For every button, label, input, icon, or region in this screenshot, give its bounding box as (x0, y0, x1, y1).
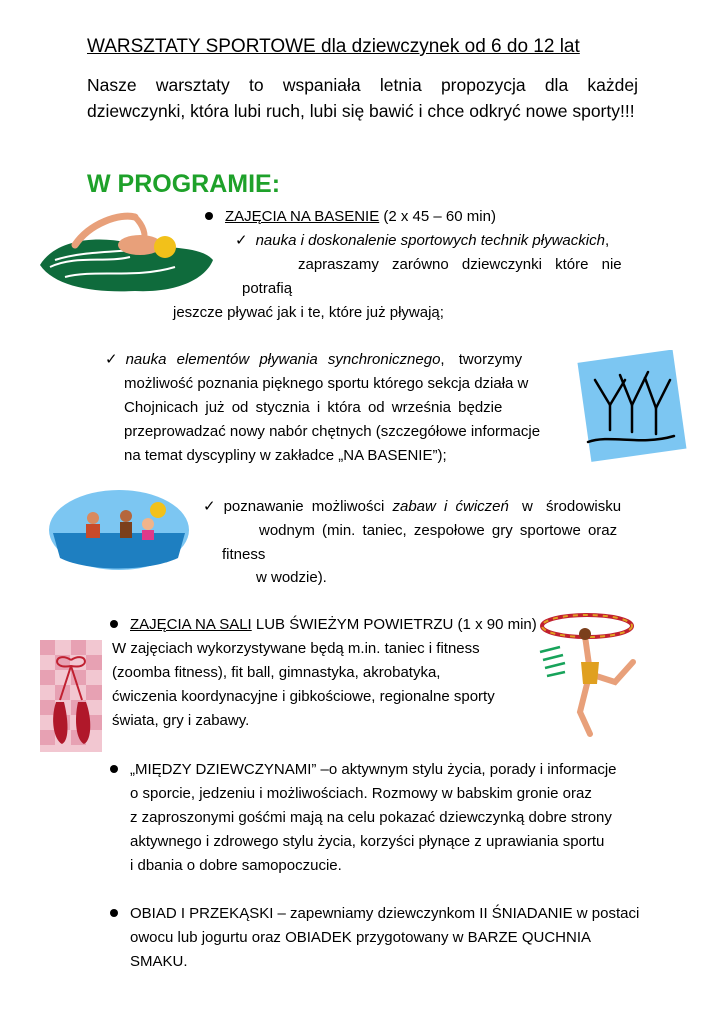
hall-line4: ćwiczenia koordynacyjne i gibkościowe, regionalne sporty (112, 688, 495, 705)
pool-bullet (205, 205, 496, 229)
hall-line2: W zajęciach wykorzystywane będą m.in. taniec i fitness (112, 640, 480, 657)
pool-item-2 (105, 348, 522, 372)
pool-label: ZAJĘCIA NA BASENIE (225, 208, 380, 225)
page-title: WARSZTATY SPORTOWE dla dziewczynek od 6 do 12 lat (87, 36, 580, 57)
intro-paragraph: Nasze warsztaty to wspaniała letnia propozycja dla każdej dziewczynki, która lubi ruch, lubi się bawić i chce odkryć nowe sporty!!! (87, 75, 638, 121)
bullet-icon (110, 765, 118, 773)
girls-line2: o sporcie, jedzeniu i możliwościach. Rozmowy w babskim gronie oraz (130, 785, 592, 802)
bullet-icon (110, 620, 118, 628)
pool-item3-b: w środowisku (508, 498, 622, 515)
girls-line5: i dbania o dobre samopoczucie. (130, 857, 342, 874)
check-icon: ✓ (203, 498, 216, 515)
lunch-bullet (110, 902, 639, 926)
pool-item3-a: poznawanie możliwości (223, 498, 393, 515)
pool-item3-line3: fitness (222, 546, 266, 563)
pool-item1-line4: jeszcze pływać jak i te, które już pływają; (173, 304, 444, 321)
lunch-line1: OBIAD I PRZEKĄSKI – zapewniamy dziewczynkom II ŚNIADANIE w postaci (130, 905, 640, 922)
pool-item2-italic: nauka elementów pływania synchronicznego (125, 351, 441, 368)
pool-item2-tail: , tworzymy (440, 351, 523, 368)
swimmer-clipart (35, 205, 215, 295)
bullet-icon (205, 212, 213, 220)
pool-item1-italic: nauka i doskonalenie sportowych technik pływackich (255, 232, 605, 249)
girls-bullet (110, 758, 617, 782)
pool-item1-tail: , (604, 232, 610, 249)
check-icon: ✓ (235, 232, 248, 249)
hall-label: ZAJĘCIA NA SALI (130, 616, 252, 633)
girls-line4: aktywnego i zdrowego stylu życia, korzyści płynące z uprawiania sportu (130, 833, 605, 850)
gymnast-hoop-clipart (535, 612, 640, 737)
lunch-line3: SMAKU. (130, 953, 188, 970)
synchronized-swimmers-clipart (570, 350, 690, 468)
water-fun-clipart (48, 488, 190, 573)
pool-duration: (2 x 45 – 60 min) (379, 208, 496, 225)
pool-item1-line3: potrafią (242, 280, 293, 297)
hall-bullet (110, 613, 537, 637)
ballet-shoes-clipart (40, 640, 102, 752)
lunch-line2: owocu lub jogurtu oraz OBIADEK przygotowany w BARZE QUCHNIA (130, 929, 592, 946)
pool-item1-line2: zapraszamy zarówno dziewczynki które nie (298, 256, 622, 273)
bullet-icon (110, 909, 118, 917)
pool-item-3 (203, 495, 621, 519)
pool-item2-line4: przeprowadzać nowy nabór chętnych (szczegółowe informacje (124, 423, 541, 440)
pool-item2-line2: możliwość poznania pięknego sportu którego sekcja działa w (124, 375, 529, 392)
check-icon: ✓ (105, 351, 118, 368)
girls-line3: z zaproszonymi gośćmi mają na celu pokazać dziewczynką dobre strony (130, 809, 612, 826)
pool-item2-line5: na temat dyscypliny w zakładce „NA BASENIE”); (124, 447, 447, 464)
hall-line5: świata, gry i zabawy. (112, 712, 250, 729)
pool-item3-line4: w wodzie). (256, 569, 327, 586)
pool-item3-line2: wodnym (min. taniec, zespołowe gry sportowe oraz (259, 522, 618, 539)
hall-rest: LUB ŚWIEŻYM POWIETRZU (1 x 90 min) (251, 616, 537, 633)
pool-item3-italic: zabaw i ćwiczeń (392, 498, 509, 515)
pool-item2-line3: Chojnicach już od stycznia i która od września będzie (124, 399, 503, 416)
girls-line1: „MIĘDZY DZIEWCZYNAMI” –o aktywnym stylu życia, porady i informacje (130, 761, 617, 778)
hall-line3: (zoomba fitness), fit ball, gimnastyka, akrobatyka, (112, 664, 441, 681)
program-heading: W PROGRAMIE: (87, 170, 281, 198)
pool-item-1 (235, 229, 609, 253)
